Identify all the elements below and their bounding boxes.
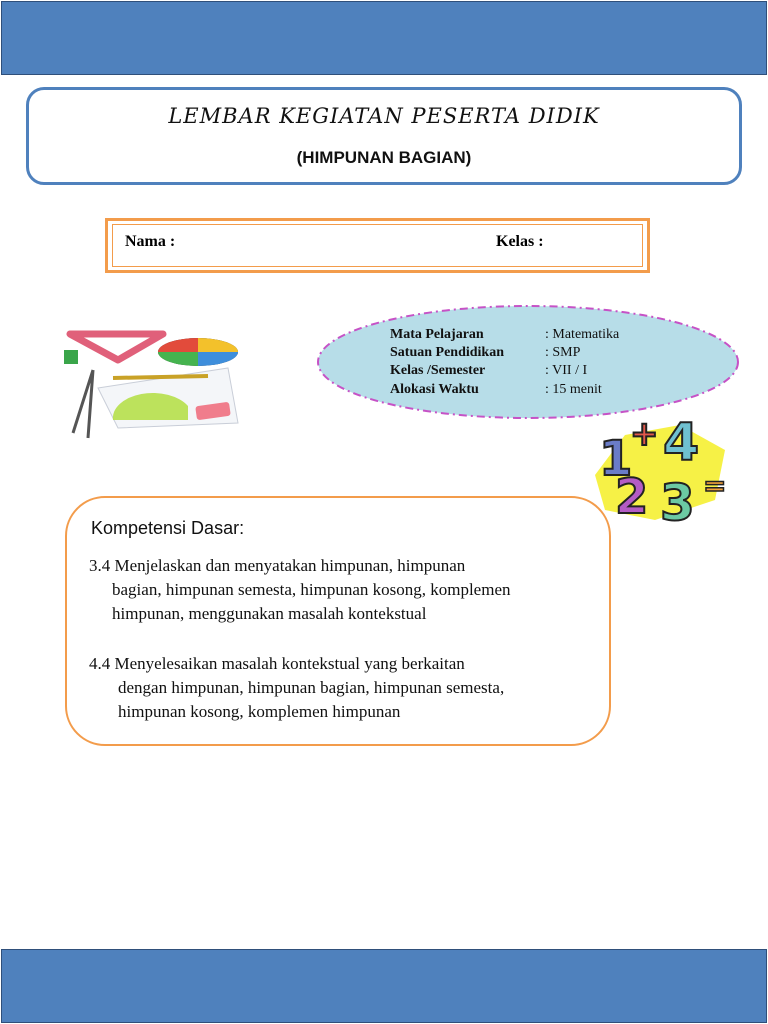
info-key: Kelas /Semester <box>390 363 486 378</box>
info-value: : SMP <box>545 345 581 360</box>
info-value: : 15 menit <box>545 382 602 397</box>
info-key: Alokasi Waktu <box>390 382 479 397</box>
info-key: Satuan Pendidikan <box>390 345 504 360</box>
number-glyph: 1 <box>599 431 633 487</box>
info-value: : Matematika <box>545 327 620 342</box>
bottom-footer-band <box>1 949 767 1023</box>
number-glyph: 2 <box>615 469 649 525</box>
number-glyph: 3 <box>660 474 695 530</box>
info-key: Mata Pelajaran <box>390 327 484 342</box>
student-info-inner-border <box>112 224 643 267</box>
compass-icon <box>73 370 93 438</box>
competency-title: Kompetensi Dasar: <box>91 518 245 538</box>
class-label: Kelas : <box>496 233 544 250</box>
number-glyph: 4 <box>663 413 700 473</box>
name-label: Nama : <box>125 233 176 250</box>
top-header-band <box>1 1 767 75</box>
pencil-icon <box>113 376 208 378</box>
title-box <box>26 87 742 185</box>
student-info-box <box>105 218 650 273</box>
competency-box <box>65 496 611 746</box>
dice-icon <box>64 350 78 364</box>
competency-line: himpunan kosong, komplemen himpunan <box>118 702 401 721</box>
competency-line: bagian, himpunan semesta, himpunan kosong, komplemen <box>112 580 511 599</box>
worksheet-subtitle: (HIMPUNAN BAGIAN) <box>296 148 472 167</box>
worksheet-title: LEMBAR KEGIATAN PESERTA DIDIK <box>168 104 600 128</box>
number-glyph: + <box>630 414 659 454</box>
number-glyph: = <box>703 469 727 502</box>
math-tools-clipart <box>58 328 243 443</box>
competency-line: 3.4 Menjelaskan dan menyatakan himpunan, himpunan <box>89 556 466 575</box>
competency-line: himpunan, menggunakan masalah kontekstual <box>112 604 427 623</box>
info-value: : VII / I <box>545 363 588 378</box>
competency-line: 4.4 Menyelesaikan masalah kontekstual yang berkaitan <box>89 654 465 673</box>
competency-line: dengan himpunan, himpunan bagian, himpunan semesta, <box>118 678 505 697</box>
triangle-ruler-icon <box>70 334 163 360</box>
numbers-clipart <box>585 405 735 530</box>
